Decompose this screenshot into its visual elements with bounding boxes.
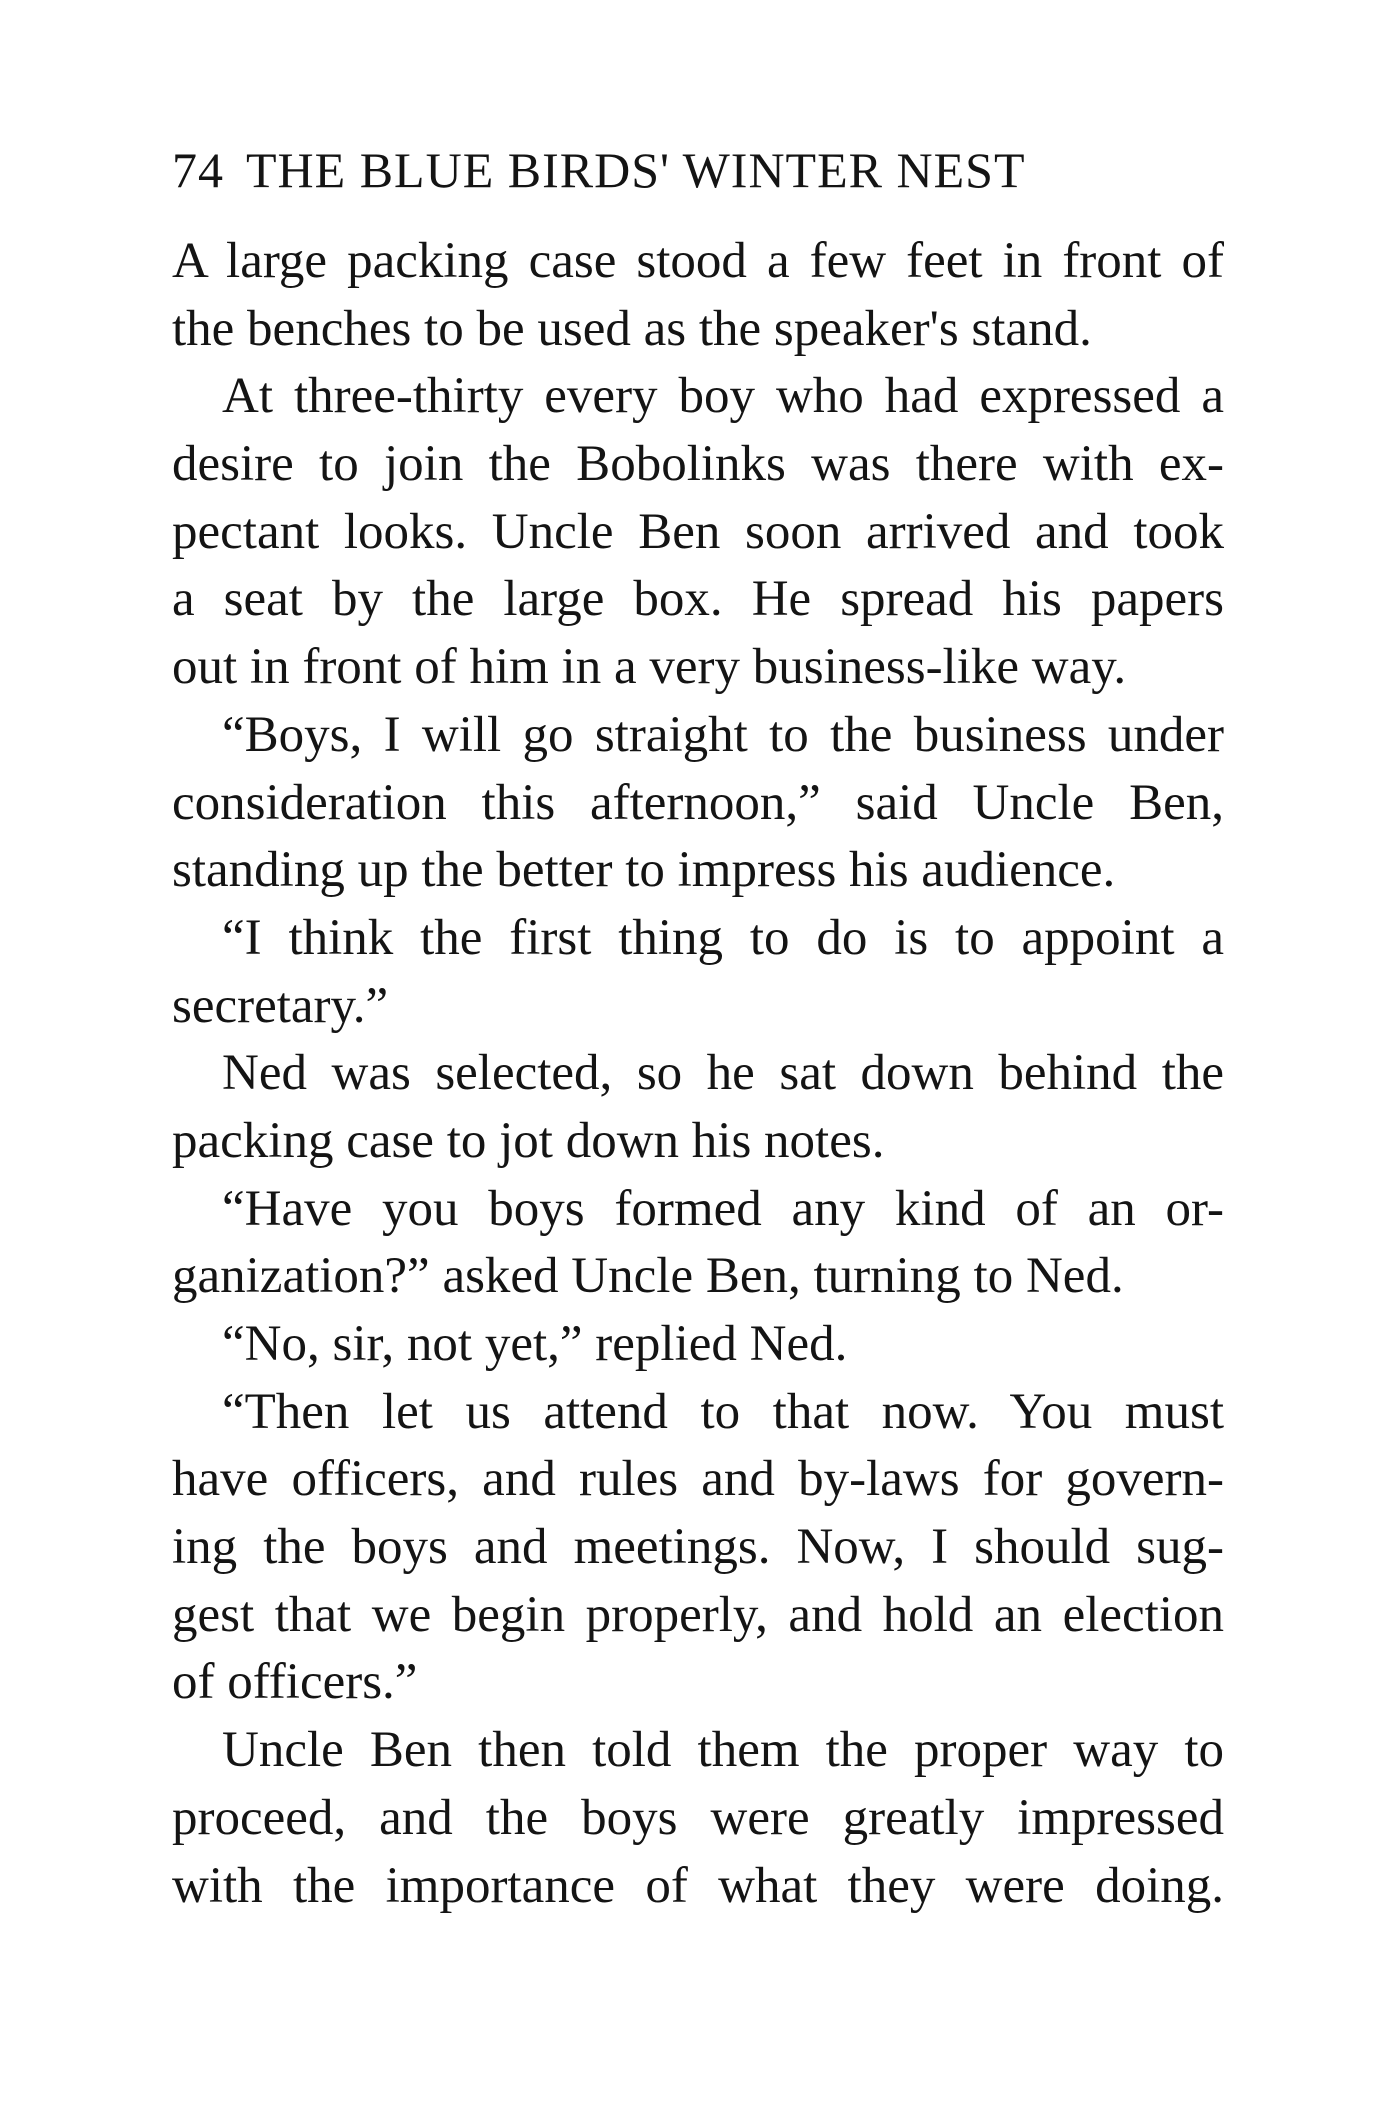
text-line: “No, sir, not yet,” replied Ned. — [222, 1316, 848, 1372]
text-line: packing case to jot down his notes. — [172, 1112, 885, 1169]
page-header — [172, 140, 1224, 200]
text-line: Uncle Ben then told them the proper way to — [222, 1722, 1224, 1779]
text-line: Ned was selected, so he sat down behind the — [222, 1045, 1224, 1102]
text-line: the benches to be used as the speaker's stand. — [172, 300, 1092, 357]
page-number: 74 — [172, 142, 224, 198]
text-line: pectant looks. Uncle Ben soon arrived and took — [172, 503, 1224, 560]
text-line: out in front of him in a very business-like way. — [172, 639, 1127, 696]
text-line: “Boys, I will go straight to the business under — [222, 706, 1224, 763]
text-line: with the importance of what they were doing. — [172, 1857, 1224, 1914]
text-line: A large packing case stood a few feet in front of — [172, 233, 1224, 289]
text-line: of officers.” — [172, 1654, 418, 1711]
text-line: ing the boys and meetings. Now, I should sug- — [172, 1519, 1224, 1576]
text-line: have officers, and rules and by-laws for govern- — [172, 1451, 1224, 1508]
text-line: desire to join the Bobolinks was there with ex- — [172, 436, 1224, 493]
text-line: secretary.” — [172, 977, 389, 1034]
running-title: THE BLUE BIRDS' WINTER NEST — [246, 142, 1026, 198]
text-line: At three-thirty every boy who had expressed a — [222, 368, 1224, 425]
text-line: standing up the better to impress his audience. — [172, 842, 1116, 899]
text-line: gest that we begin properly, and hold an election — [172, 1586, 1224, 1643]
text-line: “I think the first thing to do is to appoint a — [222, 909, 1224, 966]
text-line: “Have you boys formed any kind of an or- — [222, 1180, 1224, 1237]
body-text — [172, 228, 1224, 1920]
text-line: proceed, and the boys were greatly impressed — [172, 1789, 1224, 1846]
text-line: ganization?” asked Uncle Ben, turning to Ned. — [172, 1248, 1124, 1305]
text-line: a seat by the large box. He spread his papers — [172, 571, 1224, 628]
text-line: consideration this afternoon,” said Uncle Ben, — [172, 774, 1224, 831]
text-line: “Then let us attend to that now. You must — [222, 1383, 1224, 1440]
